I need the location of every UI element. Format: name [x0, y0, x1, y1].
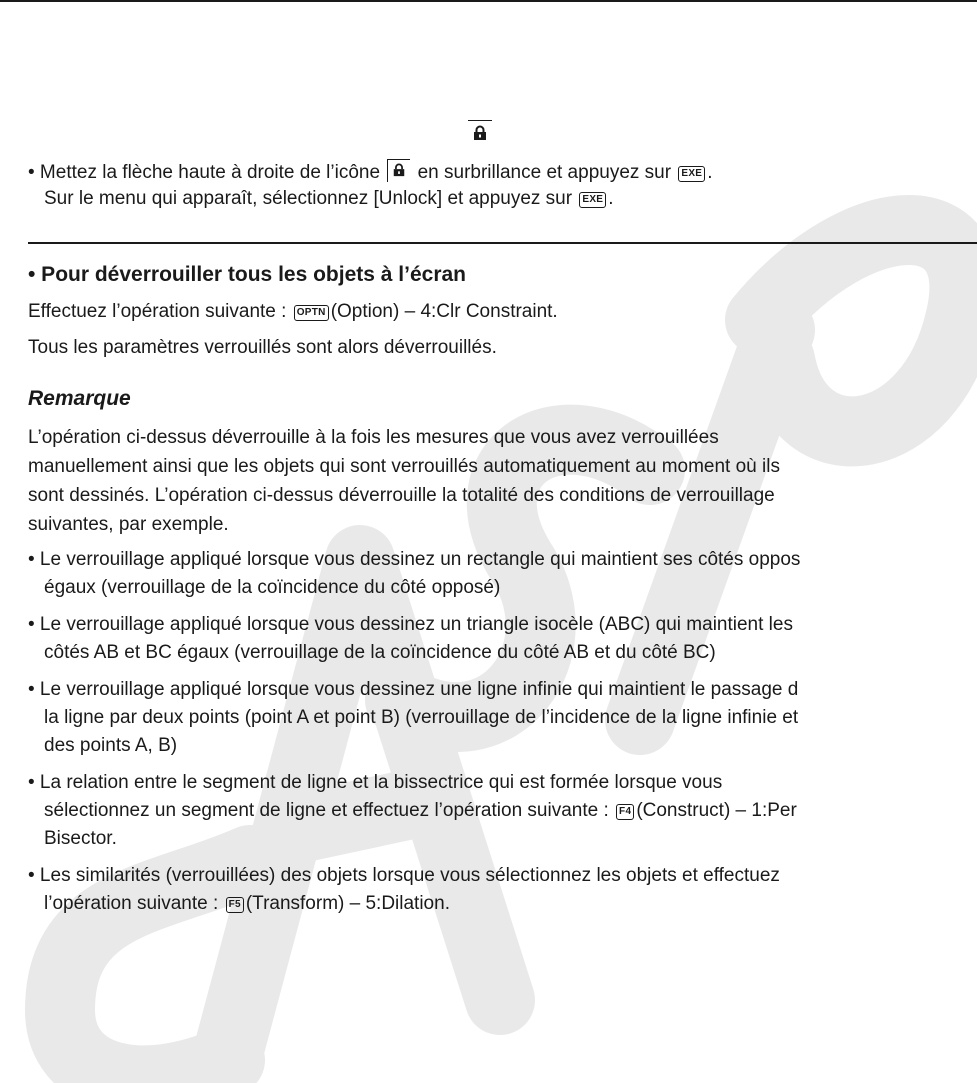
top-rule: [0, 0, 977, 2]
bullet-item: sélectionnez un segment de ligne et effectuez l’opération suivante : F4 (Construct) – 1:Per: [44, 800, 797, 821]
bullet-item: • La relation entre le segment de ligne et la bissectrice qui est formée lorsque vous: [28, 772, 723, 793]
bullet-item: des points A, B): [44, 735, 178, 756]
remark-line: L’opération ci-dessus déverrouille à la fois les mesures que vous avez verrouillées: [28, 427, 719, 448]
remark-line: suivantes, par exemple.: [28, 514, 229, 535]
section-heading: • Pour déverrouiller tous les objets à l’écran: [28, 263, 466, 286]
exe-key-icon: EXE: [678, 166, 705, 182]
bullet-item: • Les similarités (verrouillées) des objets lorsque vous sélectionnez les objets et effectuez: [28, 865, 780, 886]
exe-key-icon: EXE: [579, 192, 606, 208]
remark-line: sont dessinés. L’opération ci-dessus déverrouille la totalité des conditions de verrouillage: [28, 485, 775, 506]
f4-key-icon: F4: [616, 804, 634, 820]
lock-icon: [387, 159, 410, 182]
bullet-item: • Le verrouillage appliqué lorsque vous dessinez une ligne infinie qui maintient le passage d: [28, 679, 799, 700]
remark-line: manuellement ainsi que les objets qui sont verrouillés automatiquement au moment où ils: [28, 456, 780, 477]
bullet-item: • Le verrouillage appliqué lorsque vous dessinez un rectangle qui maintient ses côtés oppos: [28, 549, 801, 570]
section-rule: [28, 242, 977, 244]
bullet-item: • Le verrouillage appliqué lorsque vous dessinez un triangle isocèle (ABC) qui maintient les: [28, 614, 793, 635]
note-line-1: • Mettez la flèche haute à droite de l’icône en surbrillance et appuyez sur EXE .: [28, 159, 713, 186]
result-line: Tous les paramètres verrouillés sont alors déverrouillés.: [28, 337, 497, 358]
remark-title: Remarque: [28, 387, 131, 410]
f5-key-icon: F5: [226, 897, 244, 913]
optn-key-icon: OPTN: [294, 305, 329, 321]
bullet-item: côtés AB et BC égaux (verrouillage de la coïncidence du côté AB et du côté BC): [44, 642, 716, 663]
bullet-item: la ligne par deux points (point A et point B) (verrouillage de l’incidence de la ligne infinie et: [44, 707, 799, 728]
lock-icon: [468, 120, 492, 145]
instruction-line: Effectuez l’opération suivante : OPTN (Option) – 4:Clr Constraint.: [28, 301, 558, 322]
note-line-2: Sur le menu qui apparaît, sélectionnez [Unlock] et appuyez sur EXE .: [44, 188, 614, 209]
bullet-item: Bisector.: [44, 828, 117, 849]
bullet-item: l’opération suivante : F5 (Transform) – 5:Dilation.: [44, 893, 450, 914]
bullet-item: égaux (verrouillage de la coïncidence du côté opposé): [44, 577, 501, 598]
